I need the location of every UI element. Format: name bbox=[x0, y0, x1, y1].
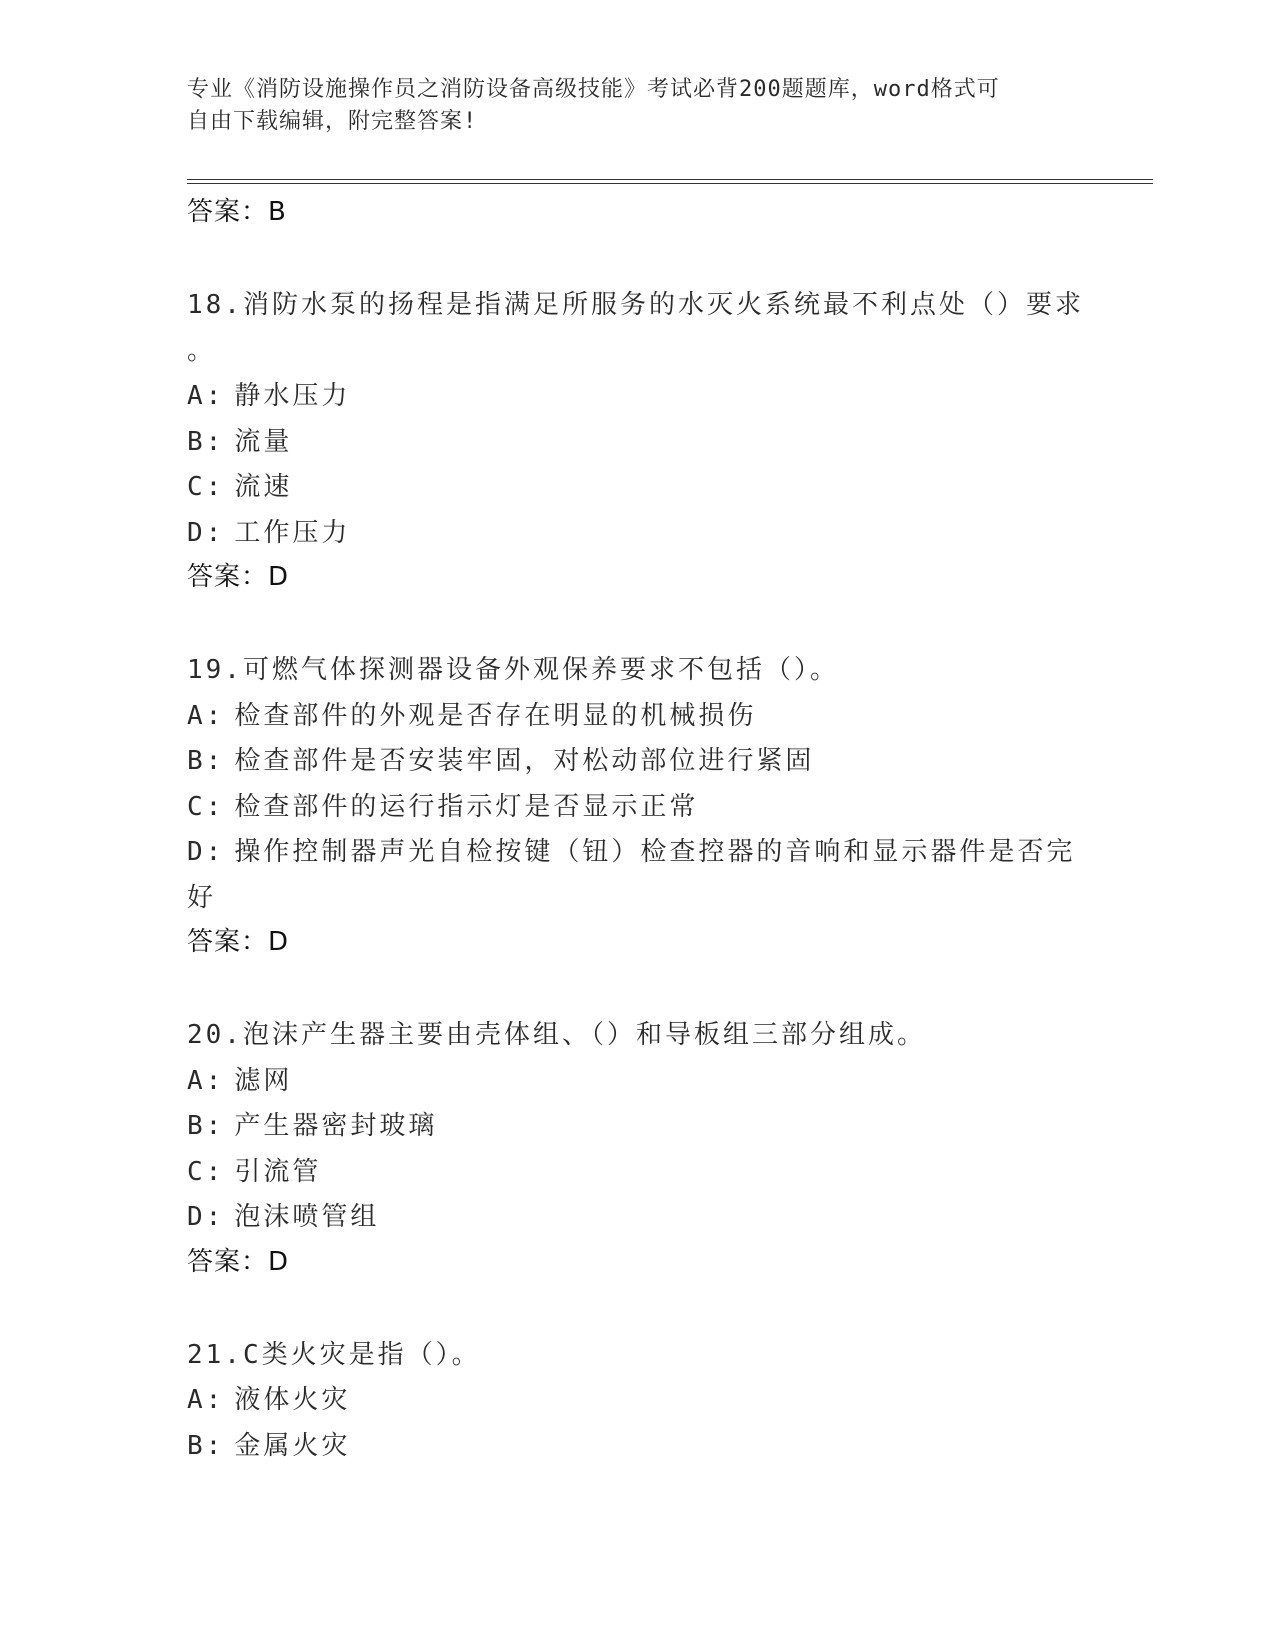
option-text: 检查部件的运行指示灯是否显示正常 bbox=[234, 791, 699, 822]
option-key: C: bbox=[187, 1156, 225, 1187]
option-b bbox=[187, 420, 1087, 466]
answer-line: 答案：D bbox=[187, 927, 290, 957]
document-body bbox=[187, 192, 1087, 1469]
option-key: B: bbox=[187, 746, 225, 776]
header-divider-top bbox=[187, 179, 1153, 180]
option-text: 引流管 bbox=[234, 1156, 322, 1187]
option-key: C: bbox=[187, 791, 225, 822]
question-block-20 bbox=[187, 1013, 1087, 1282]
option-key: D: bbox=[187, 517, 225, 548]
header-divider-bottom bbox=[187, 183, 1153, 184]
option-key: A: bbox=[187, 1385, 225, 1415]
option-a bbox=[187, 1059, 1087, 1105]
question-text bbox=[187, 283, 1087, 374]
document-header bbox=[187, 74, 1067, 138]
question-text: 20.泡沫产生器主要由壳体组、（）和导板组三部分组成。 bbox=[187, 1020, 926, 1050]
option-key: D: bbox=[187, 1202, 225, 1232]
option-text-continued: 好 bbox=[187, 882, 217, 913]
option-text: 泡沫喷管组 bbox=[234, 1202, 380, 1232]
question-block-19 bbox=[187, 648, 1087, 962]
option-d bbox=[187, 511, 1087, 557]
option-key: C: bbox=[187, 472, 225, 502]
option-b bbox=[187, 1104, 1087, 1150]
option-a bbox=[187, 1378, 1087, 1424]
option-b bbox=[187, 1424, 1087, 1470]
header-line-1: 专业《消防设施操作员之消防设备高级技能》考试必背200题题库，word格式可 bbox=[187, 77, 1000, 102]
option-d bbox=[187, 1195, 1087, 1241]
option-text: 操作控制器声光自检按键（钮）检查控器的音响和显示器件是否完 bbox=[234, 837, 1076, 867]
option-text: 静水压力 bbox=[234, 381, 351, 411]
option-key: A: bbox=[187, 381, 225, 411]
question-line: 18.消防水泵的扬程是指满足所服务的水灭火系统最不利点处（）要求 bbox=[187, 290, 1084, 320]
option-text: 工作压力 bbox=[234, 517, 351, 548]
option-key: B: bbox=[187, 426, 225, 457]
option-key: A: bbox=[187, 700, 225, 731]
option-key: B: bbox=[187, 1430, 225, 1461]
option-text: 检查部件是否安装牢固，对松动部位进行紧固 bbox=[234, 746, 815, 776]
option-text: 滤网 bbox=[234, 1065, 293, 1096]
option-text: 流量 bbox=[234, 426, 293, 457]
option-text: 产生器密封玻璃 bbox=[234, 1111, 438, 1141]
option-a bbox=[187, 694, 1087, 740]
option-key: D: bbox=[187, 837, 225, 867]
answer-line: 答案：D bbox=[187, 562, 290, 592]
option-a bbox=[187, 374, 1087, 420]
option-key: A: bbox=[187, 1065, 225, 1096]
option-d bbox=[187, 830, 1087, 921]
question-block-18 bbox=[187, 283, 1087, 597]
header-line-2: 自由下载编辑，附完整答案! bbox=[187, 109, 478, 134]
answer-line: 答案：D bbox=[187, 1246, 290, 1277]
option-c bbox=[187, 465, 1087, 511]
question-line: 。 bbox=[187, 335, 217, 366]
question-text: 19.可燃气体探测器设备外观保养要求不包括（）。 bbox=[187, 655, 839, 685]
option-text: 流速 bbox=[234, 472, 293, 502]
previous-answer: 答案：B bbox=[187, 197, 287, 227]
question-block-21 bbox=[187, 1333, 1087, 1470]
option-c bbox=[187, 785, 1087, 831]
option-text: 金属火灾 bbox=[234, 1430, 351, 1461]
option-text: 检查部件的外观是否存在明显的机械损伤 bbox=[234, 700, 757, 731]
question-text: 21.C类火灾是指（）。 bbox=[187, 1339, 481, 1370]
option-text: 液体火灾 bbox=[234, 1385, 351, 1415]
option-b bbox=[187, 739, 1087, 785]
option-key: B: bbox=[187, 1111, 225, 1141]
option-c bbox=[187, 1150, 1087, 1196]
